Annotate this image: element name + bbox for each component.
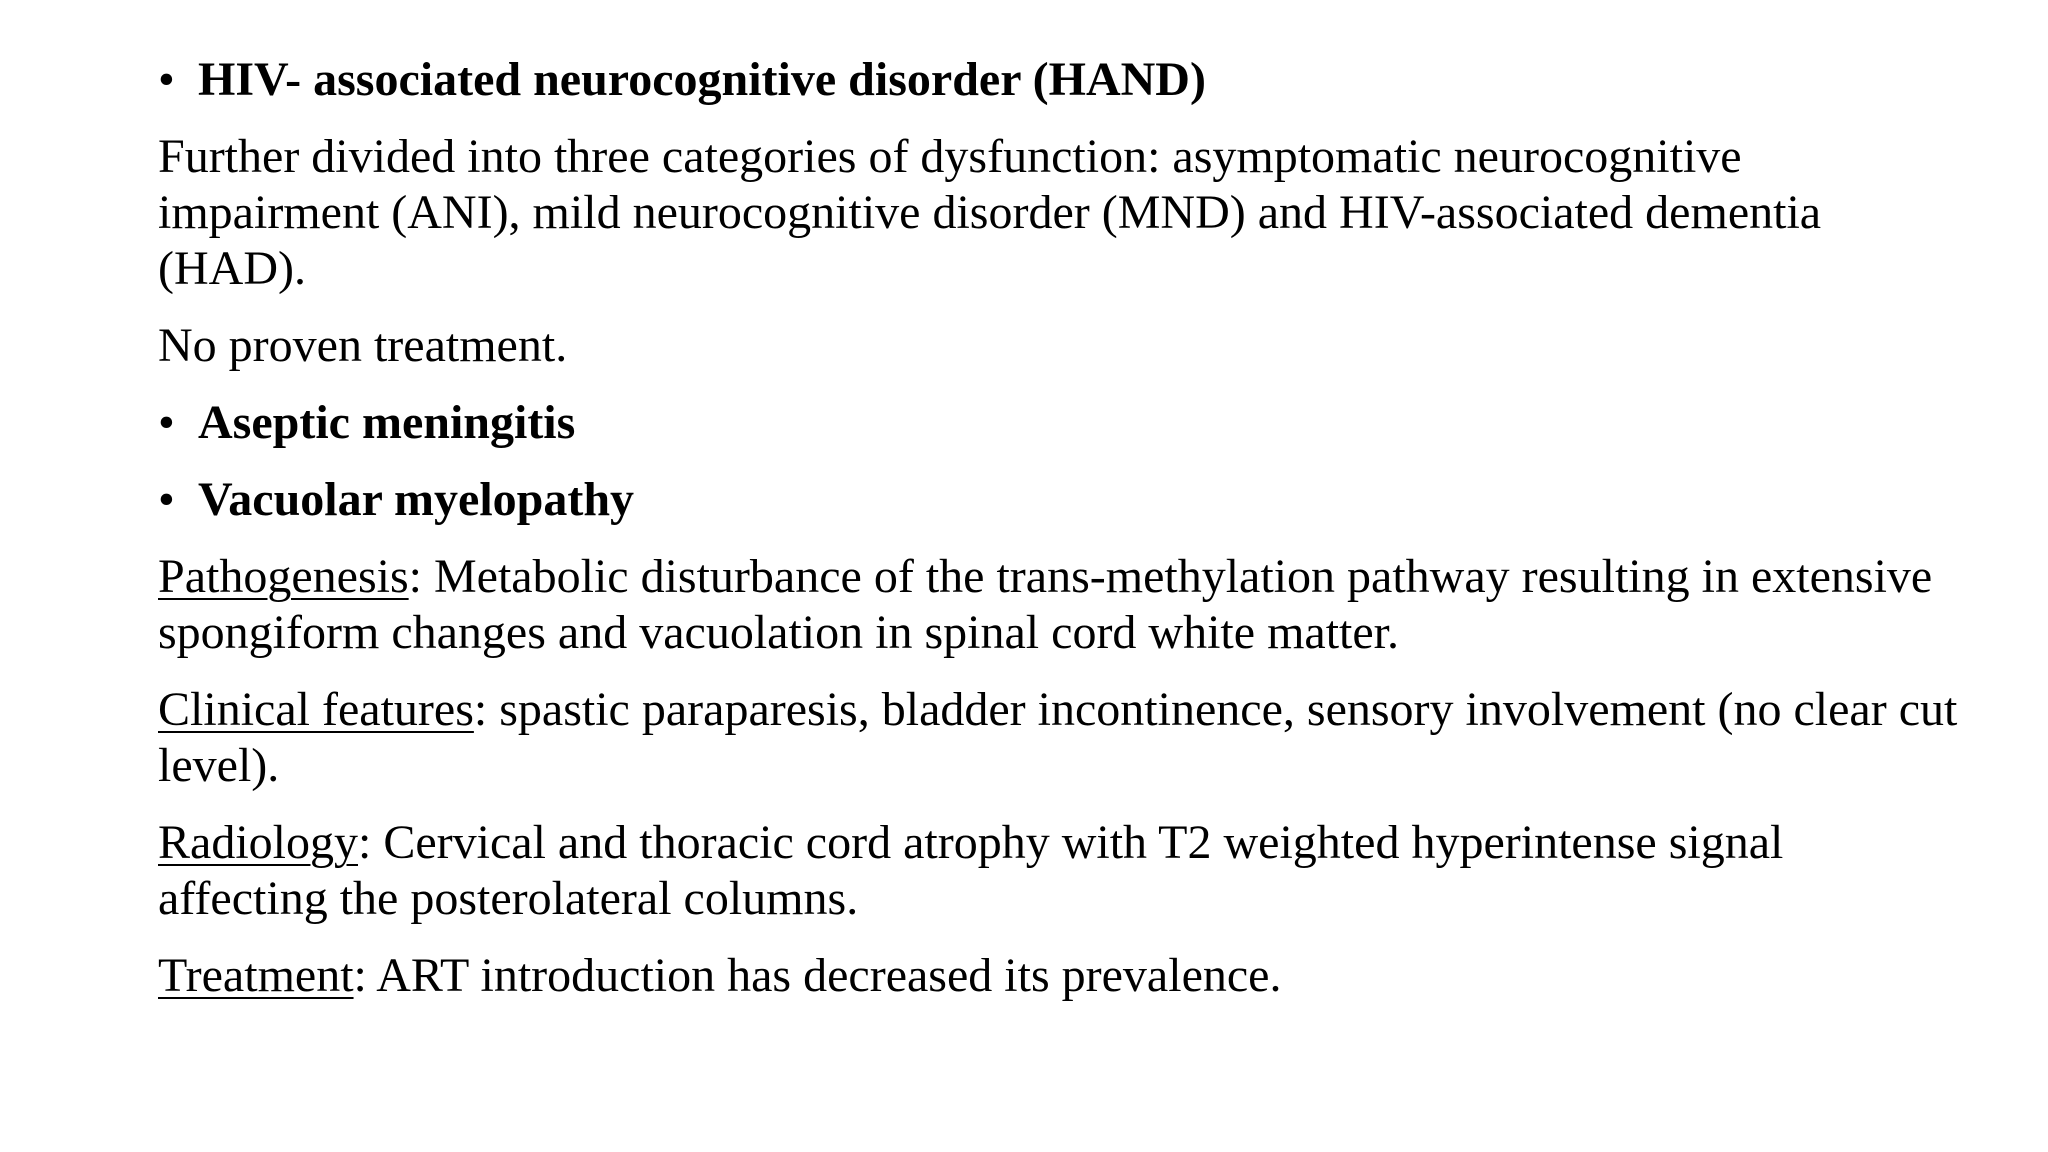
bullet-vacuolar-myelopathy bbox=[158, 472, 1958, 528]
treatment-text: : ART introduction has decreased its prevalence. bbox=[353, 949, 1282, 1002]
treatment-paragraph bbox=[158, 948, 1958, 1004]
bullet-dot: • bbox=[158, 396, 175, 449]
radiology-text: : Cervical and thoracic cord atrophy with T2 weighted hyperintense signal affecting the posterolateral columns. bbox=[158, 816, 1784, 925]
aseptic-heading: Aseptic meningitis bbox=[198, 396, 576, 449]
clinical-features-paragraph bbox=[158, 682, 1958, 794]
radiology-label: Radiology bbox=[158, 816, 358, 869]
treatment-label: Treatment bbox=[158, 949, 354, 1002]
hand-description: Further divided into three categories of dysfunction: asymptomatic neurocognitive impairment (ANI), mild neurocognitive disorder (MND) and HIV-associated dementia (HAD). bbox=[158, 130, 1822, 295]
vacuolar-heading: Vacuolar myelopathy bbox=[198, 473, 635, 526]
pathogenesis-label: Pathogenesis bbox=[158, 550, 409, 603]
bullet-hand bbox=[158, 52, 1958, 108]
pathogenesis-paragraph bbox=[158, 549, 1958, 661]
bullet-dot: • bbox=[158, 473, 175, 526]
hand-treatment: No proven treatment. bbox=[158, 319, 568, 372]
bullet-aseptic-meningitis bbox=[158, 395, 1958, 451]
bullet-dot: • bbox=[158, 53, 175, 106]
pathogenesis-text: : Metabolic disturbance of the trans-methylation pathway resulting in extensive spongiform changes and vacuolation in spinal cord white matter. bbox=[158, 550, 1933, 659]
hand-heading: HIV- associated neurocognitive disorder (HAND) bbox=[198, 53, 1206, 106]
slide-content bbox=[158, 52, 1958, 1004]
clinical-features-text: : spastic paraparesis, bladder incontinence, sensory involvement (no clear cut level). bbox=[158, 683, 1958, 792]
clinical-features-label: Clinical features bbox=[158, 683, 474, 736]
radiology-paragraph bbox=[158, 815, 1958, 927]
